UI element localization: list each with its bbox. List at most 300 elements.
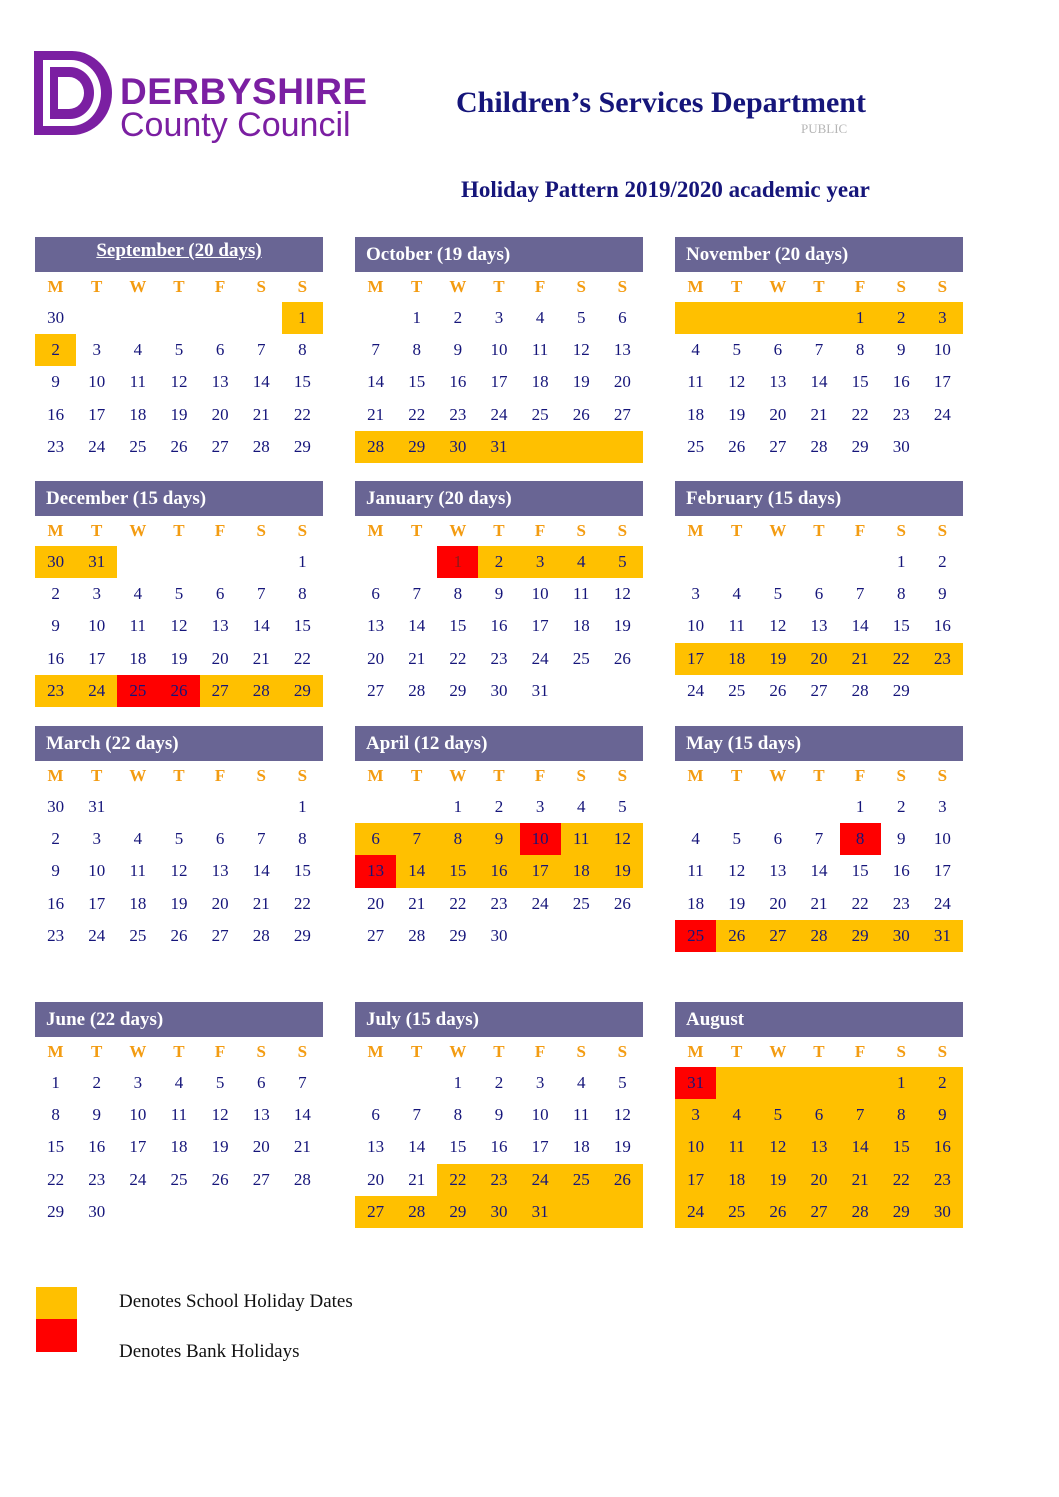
school-holiday-day-cell: 6 <box>798 1099 839 1131</box>
weekday-header: T <box>411 766 423 785</box>
day-cell: 17 <box>88 404 106 424</box>
month-panel <box>675 1002 963 1228</box>
day-cell: 11 <box>170 1105 188 1125</box>
derbyshire-logo <box>32 47 368 144</box>
day-cell: 12 <box>170 372 188 392</box>
day-cell: 18 <box>129 893 147 913</box>
school-holiday-day-cell: 6 <box>355 823 396 855</box>
day-cell: 13 <box>769 861 787 881</box>
day-cell: 12 <box>211 1105 229 1125</box>
day-cell: 17 <box>531 616 549 636</box>
day-cell: 16 <box>490 1137 508 1157</box>
weekday-header: S <box>297 521 308 540</box>
day-cell: 4 <box>535 308 545 327</box>
day-cell: 23 <box>47 925 65 945</box>
day-cell: 8 <box>453 1105 463 1125</box>
day-cell: 4 <box>691 340 700 360</box>
day-cell: 5 <box>174 829 184 849</box>
school-holiday-day-cell: 27 <box>798 1196 839 1228</box>
day-cell: 12 <box>769 616 787 636</box>
school-holiday-day-cell: 29 <box>840 920 881 952</box>
weekday-header: S <box>896 766 906 785</box>
weekday-header: S <box>297 277 308 296</box>
day-cell <box>716 546 757 578</box>
day-cell: 24 <box>531 893 549 913</box>
day-cell <box>798 546 839 578</box>
day-cell: 21 <box>810 893 828 913</box>
weekday-header: T <box>493 521 505 540</box>
day-cell <box>602 920 643 952</box>
day-cell: 20 <box>769 893 787 913</box>
weekday-header: M <box>47 766 64 785</box>
day-cell: 15 <box>851 372 869 392</box>
day-cell: 9 <box>494 584 504 604</box>
bank-holiday-day-cell: 25 <box>675 920 716 952</box>
day-cell: 5 <box>732 340 741 360</box>
classification-label: PUBLIC <box>801 121 848 136</box>
day-cell: 25 <box>170 1169 188 1189</box>
day-cell: 1 <box>453 1073 463 1092</box>
day-cell <box>117 791 158 823</box>
weekday-header: M <box>47 521 64 540</box>
school-holiday-day-cell: 19 <box>757 1164 798 1196</box>
day-cell: 10 <box>531 584 549 604</box>
weekday-header: S <box>576 277 586 296</box>
school-holiday-day-cell: 12 <box>602 823 643 855</box>
day-cell: 15 <box>47 1137 65 1157</box>
school-holiday-day-cell <box>716 302 757 334</box>
weekday-header: T <box>731 766 743 785</box>
day-cell: 11 <box>687 861 704 881</box>
day-cell: 7 <box>855 584 865 604</box>
day-cell: 13 <box>613 340 631 360</box>
day-cell: 12 <box>613 584 631 604</box>
day-cell: 1 <box>51 1073 60 1092</box>
school-holiday-day-cell: 27 <box>355 1196 396 1228</box>
day-cell: 26 <box>170 436 188 456</box>
school-holiday-day-cell: 9 <box>478 823 519 855</box>
day-cell: 10 <box>88 861 106 881</box>
day-cell: 17 <box>88 648 106 668</box>
bank-holiday-day-cell: 1 <box>437 546 478 578</box>
day-cell: 7 <box>256 584 266 604</box>
school-holiday-day-cell <box>798 1067 839 1099</box>
day-cell: 18 <box>129 648 147 668</box>
day-cell: 4 <box>691 829 700 849</box>
school-holiday-day-cell: 2 <box>35 334 76 366</box>
day-cell: 10 <box>933 340 951 360</box>
weekday-header: S <box>576 1042 586 1061</box>
school-holiday-day-cell: 2 <box>881 302 922 334</box>
weekday-header: T <box>411 277 423 296</box>
school-holiday-day-cell: 5 <box>757 1099 798 1131</box>
month-title: November (20 days) <box>675 237 963 272</box>
day-cell: 28 <box>810 436 828 456</box>
day-cell: 22 <box>408 404 426 424</box>
day-cell: 16 <box>490 616 508 636</box>
weekday-header: S <box>896 277 906 296</box>
weekday-header: T <box>173 521 185 540</box>
logo-wordmark-line1: DERBYSHIRE <box>120 71 368 112</box>
school-holiday-day-cell <box>716 1067 757 1099</box>
day-cell: 11 <box>573 584 590 604</box>
day-cell: 26 <box>170 925 188 945</box>
school-holiday-day-cell <box>798 302 839 334</box>
month-day-grid <box>675 516 963 707</box>
day-cell: 7 <box>298 1073 307 1092</box>
day-cell <box>355 791 396 823</box>
school-holiday-day-cell: 24 <box>76 675 117 707</box>
day-cell: 8 <box>855 340 865 360</box>
day-cell: 29 <box>293 925 311 945</box>
day-cell: 11 <box>573 1105 590 1125</box>
weekday-header: T <box>493 277 505 296</box>
day-cell: 15 <box>892 616 910 636</box>
month-panel <box>35 1002 323 1228</box>
day-cell: 14 <box>293 1105 311 1125</box>
month-panel <box>355 726 643 952</box>
school-holiday-day-cell: 20 <box>798 643 839 675</box>
day-cell: 16 <box>933 616 951 636</box>
day-cell: 19 <box>572 372 590 392</box>
day-cell: 14 <box>408 1137 426 1157</box>
day-cell: 15 <box>851 861 869 881</box>
day-cell: 17 <box>933 861 951 881</box>
weekday-header: T <box>731 277 743 296</box>
page-subtitle: Holiday Pattern 2019/2020 academic year <box>461 177 870 202</box>
month-panel <box>355 1002 643 1228</box>
day-cell: 30 <box>47 797 65 816</box>
school-holiday-day-cell <box>757 1067 798 1099</box>
day-cell: 11 <box>728 616 745 636</box>
day-cell: 31 <box>531 680 549 700</box>
day-cell: 24 <box>88 925 106 945</box>
weekday-header: T <box>173 1042 185 1061</box>
day-cell: 16 <box>47 404 65 424</box>
day-cell: 8 <box>298 340 307 360</box>
month-title: April (12 days) <box>355 726 643 761</box>
day-cell: 14 <box>810 861 828 881</box>
weekday-header: M <box>47 1042 64 1061</box>
day-cell: 15 <box>449 1137 467 1157</box>
weekday-header: S <box>576 766 586 785</box>
day-cell: 16 <box>892 861 910 881</box>
day-cell: 22 <box>293 404 311 424</box>
day-cell: 25 <box>687 436 705 456</box>
day-cell: 19 <box>211 1137 229 1157</box>
school-holiday-day-cell <box>561 431 602 463</box>
derbyshire-d-logo-icon <box>32 47 116 139</box>
day-cell: 14 <box>851 616 869 636</box>
day-cell <box>757 791 798 823</box>
weekday-header: T <box>493 766 505 785</box>
day-cell <box>675 546 716 578</box>
day-cell: 11 <box>129 372 146 392</box>
day-cell: 15 <box>293 372 311 392</box>
day-cell <box>200 791 241 823</box>
day-cell: 15 <box>449 616 467 636</box>
day-cell: 13 <box>769 372 787 392</box>
day-cell: 18 <box>572 616 590 636</box>
weekday-header: T <box>173 277 185 296</box>
school-holiday-day-cell: 30 <box>881 920 922 952</box>
day-cell: 1 <box>298 552 307 571</box>
weekday-header: S <box>617 766 628 785</box>
day-cell: 21 <box>408 893 426 913</box>
month-panel <box>675 726 963 952</box>
day-cell: 24 <box>88 436 106 456</box>
day-cell: 20 <box>613 372 631 392</box>
day-cell: 3 <box>535 797 545 816</box>
weekday-header: S <box>937 521 948 540</box>
day-cell: 6 <box>215 584 225 604</box>
day-cell: 5 <box>732 829 741 849</box>
day-cell: 17 <box>88 893 106 913</box>
day-cell: 20 <box>367 1169 385 1189</box>
weekday-header: T <box>91 1042 103 1061</box>
school-holiday-day-cell: 27 <box>200 675 241 707</box>
weekday-header: F <box>214 766 226 785</box>
weekday-header: W <box>449 766 467 785</box>
day-cell: 3 <box>92 584 101 604</box>
day-cell: 29 <box>449 925 467 945</box>
day-cell: 4 <box>174 1073 184 1092</box>
day-cell: 28 <box>851 680 869 700</box>
school-holiday-day-cell: 22 <box>437 1164 478 1196</box>
day-cell: 30 <box>88 1201 106 1221</box>
school-holiday-day-cell: 26 <box>602 1164 643 1196</box>
day-cell: 2 <box>494 797 504 816</box>
day-cell <box>200 1196 241 1228</box>
day-cell: 12 <box>613 1105 631 1125</box>
weekday-header: F <box>534 277 546 296</box>
day-cell: 8 <box>51 1105 60 1125</box>
day-cell: 29 <box>449 680 467 700</box>
school-holiday-day-cell: 16 <box>478 855 519 887</box>
day-cell: 10 <box>490 340 508 360</box>
day-cell: 19 <box>170 648 188 668</box>
month-title: February (15 days) <box>675 481 963 516</box>
day-cell: 8 <box>298 584 307 604</box>
day-cell <box>520 920 561 952</box>
day-cell: 6 <box>814 584 824 604</box>
weekday-header: T <box>813 521 825 540</box>
school-holiday-day-cell: 5 <box>602 546 643 578</box>
day-cell: 19 <box>613 616 631 636</box>
day-cell: 1 <box>298 797 307 816</box>
school-holiday-day-cell: 1 <box>840 302 881 334</box>
day-cell: 3 <box>535 1073 545 1092</box>
weekday-header: S <box>937 277 948 296</box>
day-cell: 31 <box>88 797 106 816</box>
school-holiday-day-cell: 29 <box>437 1196 478 1228</box>
day-cell: 5 <box>576 308 586 327</box>
school-holiday-day-cell: 17 <box>520 855 561 887</box>
day-cell: 9 <box>51 616 60 636</box>
school-holiday-day-cell: 26 <box>716 920 757 952</box>
month-title: September (20 days) <box>35 237 323 272</box>
day-cell: 30 <box>490 680 508 700</box>
school-holiday-day-cell: 18 <box>716 643 757 675</box>
weekday-header: F <box>854 766 866 785</box>
day-cell: 14 <box>252 616 270 636</box>
weekday-header: W <box>449 277 467 296</box>
day-cell: 25 <box>531 404 549 424</box>
day-cell: 17 <box>531 1137 549 1157</box>
school-holiday-day-cell: 19 <box>757 643 798 675</box>
day-cell: 19 <box>728 404 746 424</box>
day-cell <box>117 546 158 578</box>
school-holiday-day-cell: 16 <box>922 1131 963 1163</box>
day-cell <box>76 302 117 334</box>
day-cell: 28 <box>293 1169 311 1189</box>
day-cell: 12 <box>572 340 590 360</box>
school-holiday-day-cell: 2 <box>922 1067 963 1099</box>
school-holiday-day-cell: 30 <box>478 1196 519 1228</box>
weekday-header: F <box>854 521 866 540</box>
day-cell <box>561 675 602 707</box>
weekday-header: F <box>854 1042 866 1061</box>
day-cell: 5 <box>618 797 627 816</box>
day-cell: 5 <box>215 1073 225 1092</box>
month-title: July (15 days) <box>355 1002 643 1037</box>
school-holiday-day-cell: 21 <box>840 643 881 675</box>
day-cell: 7 <box>412 1105 421 1125</box>
department-title: Children’s Services Department <box>456 86 866 119</box>
weekday-header: S <box>256 277 266 296</box>
school-holiday-day-cell <box>561 1196 602 1228</box>
month-title: December (15 days) <box>35 481 323 516</box>
day-cell <box>396 791 437 823</box>
day-cell: 30 <box>892 436 910 456</box>
day-cell: 21 <box>252 648 270 668</box>
day-cell <box>396 546 437 578</box>
day-cell: 26 <box>211 1169 229 1189</box>
school-holiday-day-cell: 20 <box>798 1164 839 1196</box>
school-holiday-day-cell: 4 <box>561 546 602 578</box>
day-cell <box>241 1196 282 1228</box>
day-cell: 11 <box>687 372 704 392</box>
day-cell: 3 <box>938 797 947 816</box>
school-holiday-day-cell: 8 <box>437 823 478 855</box>
weekday-header: M <box>367 521 384 540</box>
school-holiday-day-cell <box>675 302 716 334</box>
weekday-header: M <box>367 1042 384 1061</box>
month-panel <box>355 237 643 463</box>
school-holiday-day-cell: 7 <box>840 1099 881 1131</box>
day-cell: 16 <box>47 648 65 668</box>
day-cell: 11 <box>129 616 146 636</box>
day-cell: 22 <box>293 648 311 668</box>
day-cell: 6 <box>215 340 225 360</box>
school-holiday-day-cell: 31 <box>922 920 963 952</box>
bank-holiday-day-cell: 13 <box>355 855 396 887</box>
day-cell: 24 <box>129 1169 147 1189</box>
school-holiday-day-cell: 11 <box>561 823 602 855</box>
day-cell: 29 <box>293 436 311 456</box>
day-cell: 23 <box>88 1169 106 1189</box>
day-cell: 18 <box>687 893 705 913</box>
day-cell: 18 <box>687 404 705 424</box>
day-cell: 10 <box>933 829 951 849</box>
day-cell: 25 <box>572 648 590 668</box>
month-day-grid <box>355 761 643 952</box>
day-cell: 3 <box>92 829 101 849</box>
day-cell: 27 <box>211 925 229 945</box>
school-holiday-day-cell: 9 <box>922 1099 963 1131</box>
day-cell: 12 <box>170 616 188 636</box>
day-cell: 6 <box>371 584 380 604</box>
school-holiday-day-cell: 1 <box>282 302 323 334</box>
day-cell <box>355 546 396 578</box>
day-cell: 13 <box>367 1137 385 1157</box>
day-cell: 28 <box>408 925 426 945</box>
day-cell: 20 <box>211 648 229 668</box>
month-panel <box>35 481 323 707</box>
day-cell: 5 <box>618 1073 627 1092</box>
day-cell: 9 <box>51 861 60 881</box>
weekday-header: M <box>47 277 64 296</box>
school-holiday-day-cell: 22 <box>881 1164 922 1196</box>
day-cell: 6 <box>256 1073 266 1092</box>
day-cell: 14 <box>810 372 828 392</box>
day-cell: 7 <box>371 340 380 360</box>
day-cell: 1 <box>453 797 463 816</box>
month-title: October (19 days) <box>355 237 643 272</box>
school-holiday-day-cell: 18 <box>561 855 602 887</box>
month-panel <box>355 481 643 707</box>
day-cell <box>158 302 199 334</box>
month-title: June (22 days) <box>35 1002 323 1037</box>
day-cell: 23 <box>449 404 467 424</box>
weekday-header: T <box>813 1042 825 1061</box>
day-cell <box>241 546 282 578</box>
day-cell: 17 <box>933 372 951 392</box>
day-cell <box>158 791 199 823</box>
day-cell: 7 <box>814 340 824 360</box>
bank-holiday-day-cell: 10 <box>520 823 561 855</box>
day-cell: 4 <box>576 797 586 816</box>
day-cell: 13 <box>211 861 229 881</box>
day-cell: 22 <box>449 648 467 668</box>
day-cell: 17 <box>129 1137 147 1157</box>
school-holiday-day-cell: 29 <box>396 431 437 463</box>
school-holiday-day-cell: 17 <box>675 643 716 675</box>
school-holiday-day-cell: 15 <box>437 855 478 887</box>
day-cell: 28 <box>408 680 426 700</box>
weekday-header: W <box>769 521 787 540</box>
day-cell: 3 <box>92 340 101 360</box>
school-holiday-day-cell: 3 <box>675 1099 716 1131</box>
day-cell: 9 <box>51 372 60 392</box>
day-cell: 20 <box>769 404 787 424</box>
weekday-header: S <box>297 766 308 785</box>
school-holiday-day-cell: 11 <box>716 1131 757 1163</box>
day-cell: 9 <box>453 340 463 360</box>
school-holiday-day-cell: 27 <box>757 920 798 952</box>
day-cell: 21 <box>810 404 828 424</box>
school-holiday-day-cell: 1 <box>881 1067 922 1099</box>
day-cell: 6 <box>618 308 627 327</box>
day-cell: 8 <box>896 584 906 604</box>
day-cell: 11 <box>531 340 549 360</box>
day-cell: 9 <box>494 1105 504 1125</box>
day-cell: 15 <box>293 861 311 881</box>
weekday-header: F <box>854 277 866 296</box>
school-holiday-day-cell: 12 <box>757 1131 798 1163</box>
weekday-header: T <box>411 1042 423 1061</box>
school-holiday-day-cell: 23 <box>922 1164 963 1196</box>
